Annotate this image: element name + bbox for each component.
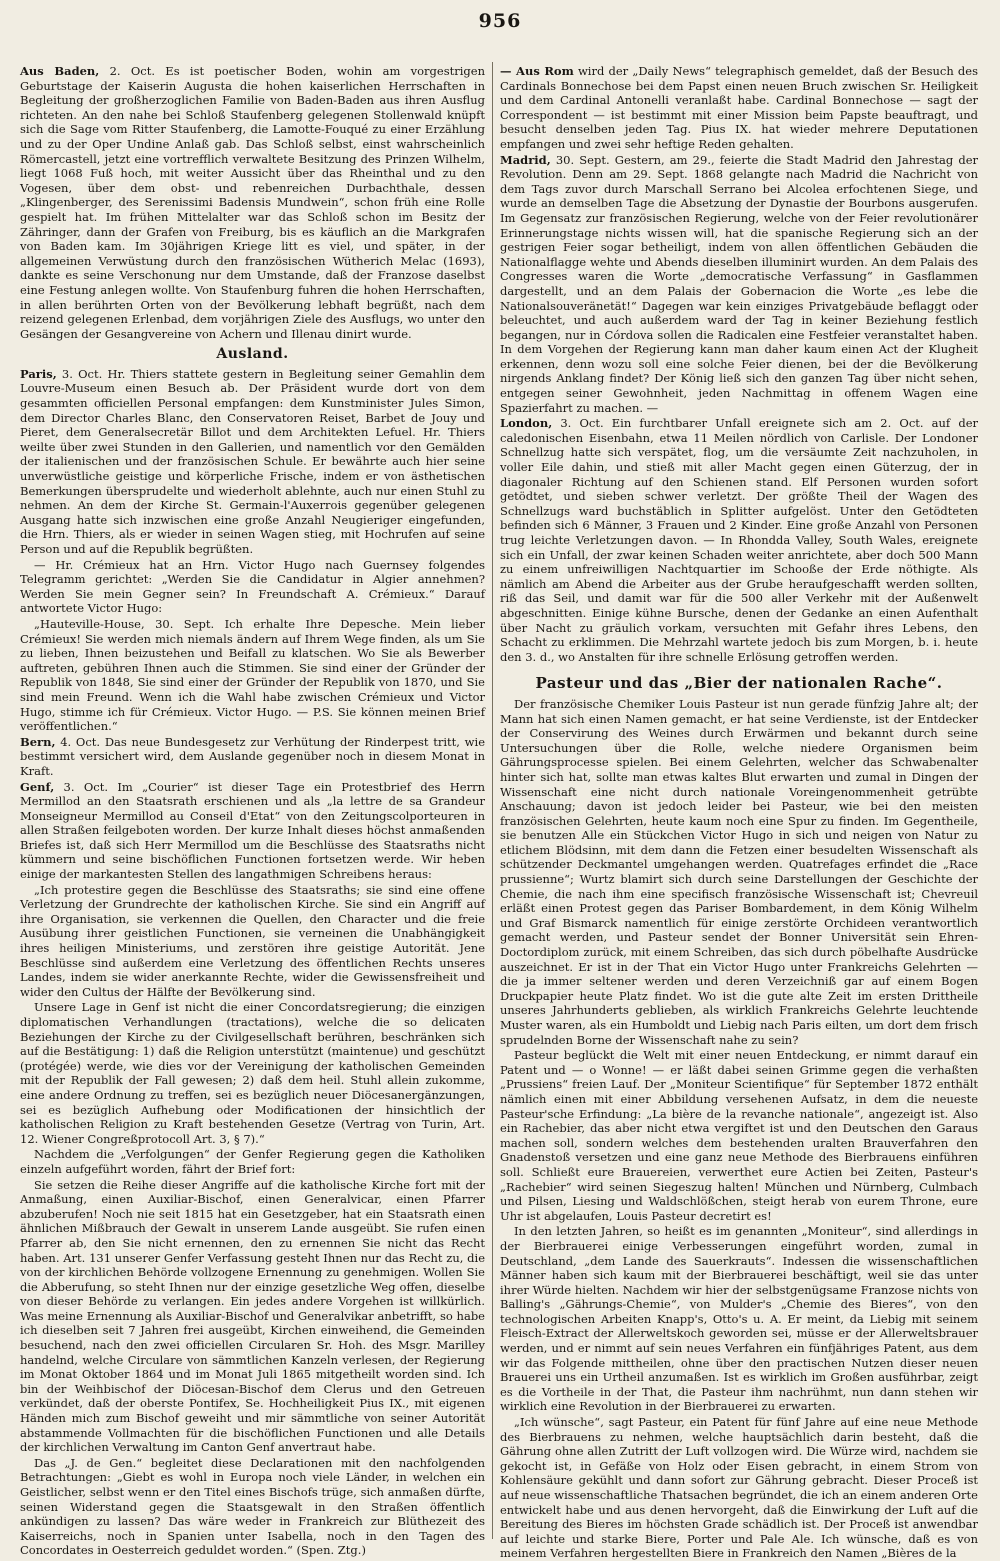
genf-paragraph-5: Das „J. de Gen.“ begleitet diese Declarationen mit den nachfolgenden Betrachtungen: „Giebt es wohl in Europa noch viele Länder, in welchen ein Geistlicher, selbst wenn er den Titel eines Bischofs trüge, sich anmaßen dürfte, seinen Widerstand gegen die Staatsgewalt in den Straßen öffentlich ankündigen zu lassen? Das wäre weder in Frankreich zur Blüthezeit des Kaiserreichs, noch in Spanien unter Isabella, noch in den Tagen des Concordates in Oesterreich geduldet worden.“ (Spen. Ztg.) [20, 1455, 485, 1558]
article-london [500, 416, 978, 664]
column-divider [492, 62, 493, 1539]
dateline-genf: Genf, [20, 779, 55, 794]
pasteur-paragraph-4: „Ich wünsche“, sagt Pasteur, ein Patent für fünf Jahre auf eine neue Methode des Bierbrauens zu nehmen, welche hauptsächlich darin besteht, daß die Gährung ohne allen Zutritt der Luft vollzogen wird. Die Würze wird, nachdem sie gekocht ist, in Gefäße von Holz oder Eisen gebracht, in einem Strom von Kohlensäure gekühlt und dann sofort zur Gährung gebracht. Dieser Proceß ist auf neue wissenschaftliche Thatsachen begründet, die ich an einem anderen Orte entwickelt habe und aus denen hervorgeht, daß die Einwirkung der Luft auf die Bereitung des Bieres im höchsten Grade schädlich ist. Der Proceß ist anwendbar auf leichte und starke Biere, Porter und Pale Ale. Ich wünsche, daß es von meinem Verfahren hergestellten Biere in Frankreich den Namen „Bières de la [500, 1415, 978, 1561]
dateline-madrid: Madrid, [500, 152, 551, 167]
pasteur-paragraph-2: Pasteur beglückt die Welt mit einer neuen Entdeckung, er nimmt darauf ein Patent und — o Wonne! — er läßt dabei seinen Grimme gegen die verhaßten „Prussiens“ freien Lauf. Der „Moniteur Scientifique“ für September 1872 enthält nämlich einen mit einer Abbildung versehenen Aufsatz, in dem die neueste Pasteur'sche Erfindung: „La bière de la revanche nationale“, angezeigt ist. Also ein Rachebier, das aber nicht etwa vergiftet ist und den Deutschen den Garaus machen soll, sondern welches dem bestehenden uralten Brauverfahren den Gnadenstoß versetzen und eine ganz neue Methode des Bierbrauens einführen soll. Schließt eure Brauereien, verwerthet eure Actien bei Zeiten, Pasteur's „Rachebier“ wird seinen Siegeszug halten! München und Nürnberg, Culmbach und Pilsen, Liesing und Waldschlößchen, steigt herab von eurem Throne, eure Uhr ist abgelaufen, Louis Pasteur decretirt es! [500, 1048, 978, 1223]
pasteur-paragraph-1: Der französische Chemiker Louis Pasteur ist nun gerade fünfzig Jahre alt; der Mann hat sich einen Namen gemacht, er hat seine Verdienste, ist der Entdecker der Conservirung des Weines durch Erwärmen und bekannt durch seine Untersuchungen über die Rolle, welche niedere Organismen beim Gährungsprocesse spielen. Bei einem Gelehrten, welcher das Schwabenalter hinter sich hat, sollte man etwas kaltes Blut erwarten und zumal in Dingen der Wissenschaft eine nicht durch nationale Voreingenommenheit getrübte Anschauung; davon ist jedoch leider bei Pasteur, wie bei den meisten französischen Gelehrten, heute kaum noch eine Spur zu finden. Im Gegentheile, sie benutzen Alle ein Stückchen Victor Hugo in sich und neigen von Natur zu etlichem Blödsinn, mit dem dann die Fetzen einer besudelten Wissenschaft als schützender Deckmantel umgehangen werden. Quatrefages erfindet die „Race prussienne“; Wurtz blamirt sich durch seine Darstellungen der Geschichte der Chemie, die nach ihm eine specifisch französische Wissenschaft ist; Chevreuil erläßt einen Protest gegen das Pariser Bombardement, in dem König Wilhelm und Graf Bismarck namentlich für einige zerstörte Orchideen verantwortlich gemacht werden, und Pasteur sendet der Bonner Universität sein Ehren-Doctordiplom zurück, mit einem Schreiben, das sich durch pöbelhafte Ausdrücke auszeichnet. Er ist in der That ein Victor Hugo unter Frankreichs Gelehrten — die ja immer seltener werden und deren Verzeichniß gar auf einem Bogen Druckpapier heute Platz findet. Wo ist die gute alte Zeit im ersten Drittheile unseres Jahrhunderts geblieben, als wirklich Frankreichs Gelehrte leuchtende Muster waren, als ein Humboldt und Liebig nach Paris eilten, um dort dem frisch sprudelnden Borne der Wissenschaft nahe zu sein? [500, 696, 978, 1047]
article-baden [20, 64, 485, 341]
article-cremieux: — Hr. Crémieux hat an Hrn. Victor Hugo nach Guernsey folgendes Telegramm gerichtet: „Werden Sie die Candidatur in Algier annehmen? Werden Sie mein Gegner sein? In Freundschaft A. Crémieux.“ Darauf antwortete Victor Hugo: [20, 557, 485, 616]
dateline-bern: Bern, [20, 734, 56, 749]
pasteur-paragraph-3: In den letzten Jahren, so heißt es im genannten „Moniteur“, sind allerdings in der Bierbrauerei einige Verbesserungen eingeführt worden, zumal in Deutschland, „dem Lande des Sauerkrauts“. Indessen die wissenschaftlichen Männer haben sich kaum mit der Bierbrauerei beschäftigt, weil sie das unter ihrer Würde hielten. Nachdem wir hier der selbstgenügsame Franzose nichts von Balling's „Gährungs-Chemie“, von Mulder's „Chemie des Bieres“, von den technologischen Arbeiten Knapp's, Otto's u. A. Er meint, da Liebig mit seinem Fleisch-Extract der Allerweltskoch geworden sei, müsse er der Allerweltsbrauer werden, und er nimmt auf sein neues Verfahren ein fünfjähriges Patent, aus dem wir das Folgende mittheilen, ohne über den practischen Nutzen dieser neuen Brauerei uns ein Urtheil anzumaßen. Ist es wirklich im Großen ausführbar, zeigt es die Vortheile in der That, die Pasteur ihm nachrühmt, nun dann stehen wir wirklich eine Revolution in der Bierbrauerei zu erwarten. [500, 1224, 978, 1414]
genf-paragraph-3: Nachdem die „Verfolgungen“ der Genfer Regierung gegen die Katholiken einzeln aufgeführt worden, fährt der Brief fort: [20, 1147, 485, 1176]
letter-victor-hugo: „Hauteville-House, 30. Sept. Ich erhalte Ihre Depesche. Mein lieber Crémieux! Sie werden mich niemals ändern auf Ihrem Wege finden, als um Sie zu lieben, Ihnen beizustehen und Beifall zu klatschen. Wo Sie als Bewerber auftreten, gebühren Ihnen auch die Stimmen. Sie sind einer der Gründer der Republik von 1848, Sie sind einer der Gründer der Republik von 1870, und Sie sind mein Freund. Wenn ich die Wahl habe zwischen Crémieux und Victor Hugo, stimme ich für Crémieux. Victor Hugo. — P.S. Sie können meinen Brief veröffentlichen.“ [20, 616, 485, 734]
genf-paragraph-4: Sie setzen die Reihe dieser Angriffe auf die katholische Kirche fort mit der Anmaßung, einen Auxiliar-Bischof, einen Generalvicar, einen Pfarrer abzuberufen! Noch nie seit 1815 hat ein Gesetzgeber, hat ein Staatsrath einen ähnlichen Mißbrauch der Gewalt in unserem Lande ausgeübt. Sie rufen einen Pfarrer ab, den Sie nicht ernennen, den zu ernennen Sie nicht das Recht haben. Art. 131 unserer Genfer Verfassung gesteht Ihnen nur das Recht zu, die von der kirchlichen Behörde vollzogene Ernennung zu genehmigen. Wollen Sie die Abberufung, so steht Ihnen nur der einzige gesetzliche Weg offen, dieselbe von dieser Behörde zu verlangen. Ein jedes andere Vorgehen ist willkürlich. Was meine Ernennung als Auxiliar-Bischof und Generalvikar anbetrifft, so habe ich dieselben seit 7 Jahren frei ausgeübt, Kirchen einweihend, die Gemeinden besuchend, nach den zwei officiellen Circularen Sr. Hoh. des Msgr. Marilley handelnd, welche Circulare von sämmtlichen Kanzeln verlesen, der Regierung im Monat Oktober 1864 und im Monat Juli 1865 mitgetheilt worden sind. Ich bin der Weihbischof der Diöcesan-Bischof dem Clerus und den Getreuen verkündet, daß der oberste Pontifex, Se. Hochheiligkeit Pius IX., mit eigenen Händen mich zum Bischof geweiht und mir sämmtliche von seiner Autorität abstammende Vollmachten für die bischöflichen Functionen und alle Details der kirchlichen Verwaltung im Canton Genf anvertraut habe. [20, 1177, 485, 1455]
article-bern [20, 735, 485, 779]
left-column [20, 64, 485, 1558]
genf-quote-2: Unsere Lage in Genf ist nicht die einer Concordatsregierung; die einzigen diplomatischen Verhandlungen (tractations), welche die so delicaten Beziehungen der Kirche zu der Civilgesellschaft berühren, beschränken sich auf die Bestätigung: 1) daß die Religion unterstützt (maintenue) und geschützt (protégée) werde, wie dies vor der Vereinigung der katholischen Gemeinden mit der Republik der Fall gewesen; 2) daß dem heil. Stuhl allein zukomme, eine andere Ordnung zu treffen, sei es bezüglich neuer Diöcesanergänzungen, sei es bezüglich Aufhebung oder Modificationen der hinsichtlich der katholischen Religion zu Kraft bestehenden Gesetze (Vertrag von Turin, Art. 12. Wiener Congreßprotocoll Art. 3, § 7).“ [20, 1000, 485, 1146]
article-paris [20, 367, 485, 557]
dateline-paris: Paris, [20, 366, 57, 381]
page-number: 956 [478, 10, 522, 32]
heading-pasteur: Pasteur und das „Bier der nationalen Rache“. [535, 674, 943, 693]
article-london-text: 3. Oct. Ein furchtbarer Unfall ereignete sich am 2. Oct. auf der caledonischen Eisenbahn, etwa 11 Meilen nördlich von Carlisle. Der Londoner Schnellzug hatte sich verspätet, flog, um die versäumte Zeit nachzuholen, in voller Eile dahin, und stieß mit aller Macht gegen einen Güterzug, der in diagonaler Richtung auf den Schienen stand. Elf Personen wurden sofort getödtet, und sieben schwer verletzt. Der größte Theil der Wagen des Schnellzugs ward buchstäblich in Splitter aufgelöst. Unter den Getödteten befinden sich 6 Männer, 3 Frauen und 2 Kinder. Eine große Anzahl von Personen trug leichte Verletzungen davon. — In Rhondda Valley, South Wales, ereignete sich ein Unfall, der zwar keinen Schaden weiter anrichtete, aber doch 500 Mann zu einem unfreiwilligen Nachtquartier im Schooße der Erde nöthigte. Als nämlich am Abend die Arbeiter aus der Grube heraufgeschafft werden sollten, riß das Seil, und damit war für die 500 aller Verkehr mit der Außenwelt abgeschnitten. Einige kühne Bursche, denen der Gedanke an einen Aufenthalt über Nacht zu gräulich vorkam, versuchten mit Gefahr ihres Lebens, den Schacht zu erklimmen. Die Mehrzahl wartete jedoch bis zum Morgen, b. i. heute den 3. d., wo Anstalten für ihre schnelle Erlösung getroffen werden. [500, 416, 978, 664]
article-rom [500, 64, 978, 152]
article-baden-text: 2. Oct. Es ist poetischer Boden, wohin am vorgestrigen Geburtstage der Kaiserin Augusta die hohen kaiserlichen Herrschaften in Begleitung der großherzoglichen Familie von Baden-Baden aus ihren Ausflug richteten. An den nahe bei Schloß Staufenberg gelegenen Stollenwald knüpft sich die Sage vom Ritter Staufenberg, die Lamotte-Fouqué zu einer Erzählung und zu der Oper Undine Anlaß gab. Das Schloß selbst, einst wahrscheinlich Römercastell, jetzt eine vortrefflich verwaltete Besitzung des Prinzen Wilhelm, liegt 1068 Fuß hoch, mit weiter Aussicht über das Rheinthal und zu den Vogesen, über dem obst- und rebenreichen Durbachthale, dessen „Klingenberger, des Serenissimi Badensis Mundwein“, schon früh eine Rolle gespielt hat. Im frühen Mittelalter war das Schloß schon im Besitz der Zähringer, dann der Grafen von Freiburg, bis es käuflich an die Markgrafen von Baden kam. Im 30jährigen Kriege litt es viel, und später, in der allgemeinen Verwüstung durch den französischen Wütherich Melac (1693), dankte es seine Verschonung nur dem Umstande, daß der Franzose daselbst eine Festung anlegen wollte. Von Staufenburg fuhren die hohen Herrschaften, in allen berührten Orten von der Bevölkerung lebhaft begrüßt, nach dem reizend gelegenen Erlenbad, dem vorjährigen Ziele des Ausflugs, wo unter den Gesängen der Gesangvereine von Achern und Illenau dinirt wurde. [20, 64, 485, 341]
section-heading-ausland: Ausland. [216, 346, 289, 363]
dateline-baden: Aus Baden, [20, 64, 100, 78]
dateline-london: London, [500, 416, 553, 431]
genf-quote-1: „Ich protestire gegen die Beschlüsse des Staatsraths; sie sind eine offene Verletzung der Grundrechte der katholischen Kirche. Sie sind ein Angriff auf ihre Organisation, sie verkennen die Quellen, den Character und die freie Ausübung ihrer geistlichen Functionen, sie verneinen die Unabhängigkeit ihres heiligen Ministeriums, und zerstören ihre geistige Autorität. Jene Beschlüsse sind außerdem eine Verletzung des öffentlichen Rechts unseres Landes, indem sie wider anerkannte Rechte, wider die Gewissensfreiheit und wider den Cultus der Hälfte der Bevölkerung sind. [20, 882, 485, 999]
article-genf [20, 780, 485, 882]
article-madrid [500, 153, 978, 416]
dateline-rom: — Aus Rom [500, 64, 574, 78]
article-bern-text: 4. Oct. Das neue Bundesgesetz zur Verhütung der Rinderpest tritt, wie bestimmt versichert wird, dem Auslande gegenüber noch in diesem Monat in Kraft. [20, 734, 485, 778]
right-column [500, 64, 978, 1561]
article-madrid-text: 30. Sept. Gestern, am 29., feierte die Stadt Madrid den Jahrestag der Revolution. Denn am 29. Sept. 1868 gelangte nach Madrid die Nachricht von dem Tags zuvor durch Marschall Serrano bei Alcolea erfochtenen Siege, und wurde an demselben Tage die Absetzung der Dynastie der Bourbons ausgerufen. Im Gegensatz zur französischen Regierung, welche von der Feier revolutionärer Erinnerungstage nichts wissen will, hat die spanische Regierung sich an der gestrigen Feier sogar betheiligt, indem von allen öffentlichen Gebäuden die Nationalflagge wehte und Abends dieselben illuminirt wurden. An dem Palais des Congresses waren die Worte „democratische Verfassung“ in Gasflammen dargestellt, und an dem Palais der Gobernacion die Worte „es lebe die Nationalsouveränetät!“ Dagegen war kein einziges Privatgebäude beflaggt oder beleuchtet, und auch außerdem ward der Tag in keiner Beziehung festlich begangen, nur in Córdova sollen die Radicalen eine Festfeier veranstaltet haben. In dem Vorgehen der Regierung kann man daher kaum einen Act der Klugheit erkennen, denn wozu soll eine solche Feier dienen, bei der die Bevölkerung nirgends Anklang findet? Der König ließ sich den ganzen Tag über nicht sehen, entgegen seiner Gewohnheit, jeden Nachmittag in offenem Wagen eine Spazierfahrt zu machen. — [500, 152, 978, 415]
article-rom-text: wird der „Daily News“ telegraphisch gemeldet, daß der Besuch des Cardinals Bonnechose bei dem Papst einen neuen Bruch zwischen Sr. Heiligkeit und dem Cardinal Antonelli veranlaßt habe. Cardinal Bonnechose — sagt der Correspondent — ist bestimmt mit einer Mission beim Papste beauftragt, und besucht denselben jeden Tag. Pius IX. hat wieder mehrere Deputationen empfangen und zwei sehr heftige Reden gehalten. [500, 64, 978, 151]
article-genf-text: 3. Oct. Im „Courier“ ist dieser Tage ein Protestbrief des Herrn Mermillod an den Staatsrath erschienen und als „la lettre de sa Grandeur Monseigneur Mermillod au Conseil d'Etat“ von den Zeitungscolporteuren in allen Straßen feilgeboten worden. Der kurze Inhalt dieses höchst anmaßenden Briefes ist, daß sich Herr Mermillod um die Beschlüsse des Staatsraths nicht kümmern und seine bischöflichen Functionen fortsetzen werde. Wir heben einige der markantesten Stellen des langathmigen Schreibens heraus: [20, 779, 485, 882]
article-paris-text: 3. Oct. Hr. Thiers stattete gestern in Begleitung seiner Gemahlin dem Louvre-Museum einen Besuch ab. Der Präsident wurde dort von dem gesammten officiellen Personal empfangen: dem Kunstminister Jules Simon, dem Director Charles Blanc, den Conservatoren Reiset, Barbet de Jouy und Pieret, dem Generalsecretär Billot und dem Architekten Lefuel. Hr. Thiers weilte über zwei Stunden in den Gallerien, und namentlich vor den Gemälden der italienischen und der französischen Schule. Er bewährte auch hier seine unverwüstliche geistige und körperliche Frische, indem er von ästhetischen Bemerkungen übersprudelte und wiederholt ablehnte, auch nur einen Stuhl zu nehmen. An dem der Kirche St. Germain-l'Auxerrois gegenüber gelegenen Ausgang hatte sich inzwischen eine große Anzahl Neugieriger eingefunden, die Hrn. Thiers, als er wieder in seinen Wagen stieg, mit Hochrufen auf seine Person und auf die Republik begrüßten. [20, 366, 485, 556]
